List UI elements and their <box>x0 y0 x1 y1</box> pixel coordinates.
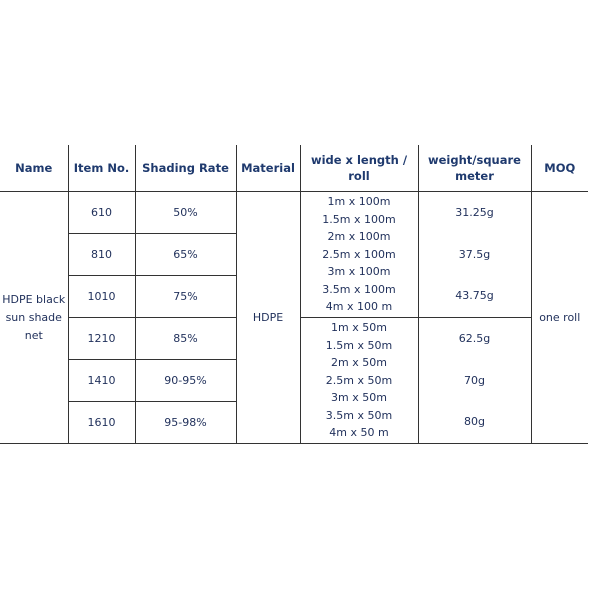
size-line: 3.5m x 100m <box>322 282 396 296</box>
header-moq: MOQ <box>531 145 588 192</box>
size-line: 1.5m x 100m <box>322 212 396 226</box>
size-line: 4m x 100 m <box>325 300 393 314</box>
table-row <box>0 192 588 234</box>
size-line: 2.5m x 50m <box>325 373 393 387</box>
shading-rate-cell: 95-98% <box>135 402 236 444</box>
size-line: 3m x 50m <box>331 391 387 405</box>
name-cell <box>0 192 68 444</box>
name-line-1: HDPE black <box>2 292 66 306</box>
weight-cell: 31.25g <box>418 192 531 234</box>
spec-table <box>0 145 588 444</box>
spec-table-container <box>0 145 600 444</box>
size-line: 2m x 100m <box>327 230 391 244</box>
item-no-cell: 610 <box>68 192 135 234</box>
header-material: Material <box>236 145 300 192</box>
item-no-cell: 810 <box>68 234 135 276</box>
item-no-cell: 1210 <box>68 318 135 360</box>
weight-cell: 62.5g <box>418 318 531 360</box>
weight-cell: 37.5g <box>418 234 531 276</box>
size-cell-top <box>300 192 418 318</box>
size-line: 3.5m x 50m <box>325 408 393 422</box>
shading-rate-cell: 90-95% <box>135 360 236 402</box>
header-row <box>0 145 588 192</box>
size-line: 2m x 50m <box>331 356 387 370</box>
weight-cell: 80g <box>418 402 531 444</box>
header-shading-rate: Shading Rate <box>135 145 236 192</box>
item-no-cell: 1610 <box>68 402 135 444</box>
size-line: 4m x 50 m <box>329 426 389 440</box>
size-line: 1.5m x 50m <box>325 338 393 352</box>
size-line: 1m x 100m <box>327 195 391 209</box>
header-name: Name <box>0 145 68 192</box>
shading-rate-cell: 65% <box>135 234 236 276</box>
weight-cell: 70g <box>418 360 531 402</box>
shading-rate-cell: 75% <box>135 276 236 318</box>
size-line: 2.5m x 100m <box>322 247 396 261</box>
header-weight: weight/square meter <box>418 145 531 192</box>
header-item-no: Item No. <box>68 145 135 192</box>
shading-rate-cell: 85% <box>135 318 236 360</box>
shading-rate-cell: 50% <box>135 192 236 234</box>
size-cell-bottom <box>300 318 418 444</box>
item-no-cell: 1010 <box>68 276 135 318</box>
name-line-3: net <box>24 328 43 342</box>
name-line-2: sun shade <box>5 310 62 324</box>
size-line: 3m x 100m <box>327 265 391 279</box>
item-no-cell: 1410 <box>68 360 135 402</box>
moq-cell: one roll <box>531 192 588 444</box>
weight-cell: 43.75g <box>418 276 531 318</box>
header-size: wide x length / roll <box>300 145 418 192</box>
material-cell: HDPE <box>236 192 300 444</box>
size-line: 1m x 50m <box>331 321 387 335</box>
